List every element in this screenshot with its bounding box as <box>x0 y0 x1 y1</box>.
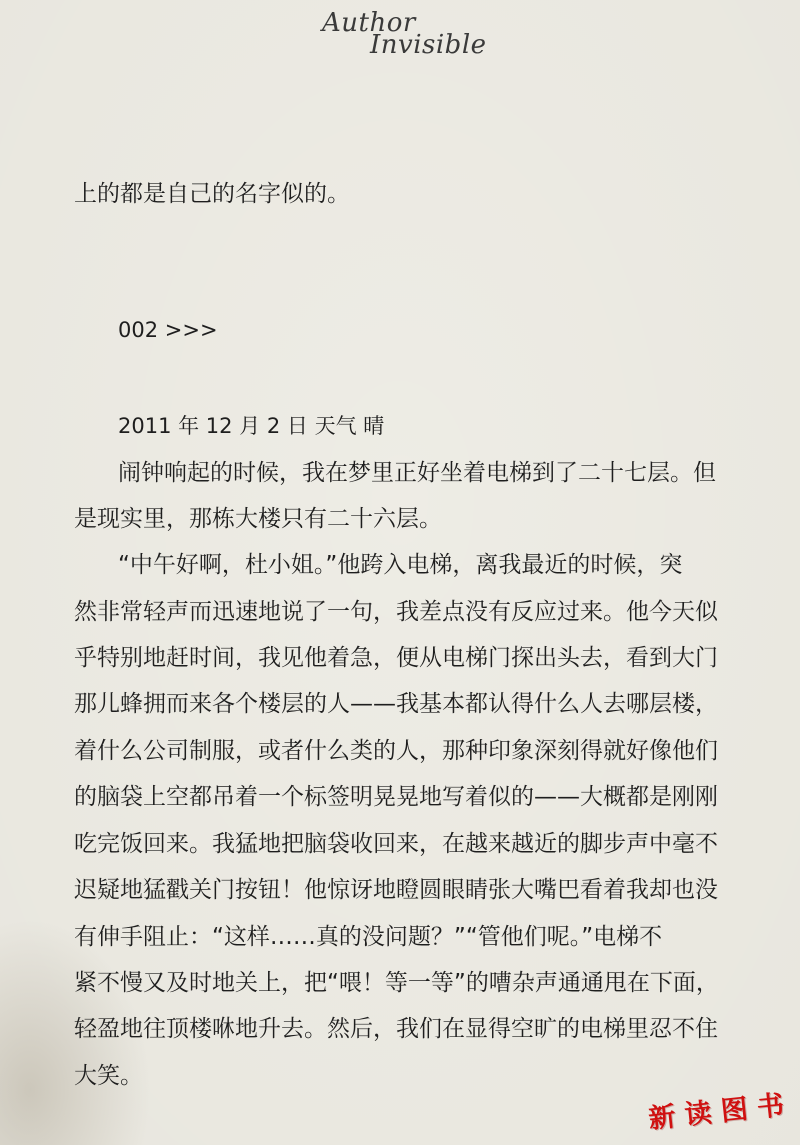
body-line-12: 有伸手阻止：“这样……真的没问题？”“管他们呢。”电梯不 <box>74 924 663 950</box>
body-line-5: 然非常轻声而迅速地说了一句，我差点没有反应过来。他今天似 <box>74 599 718 625</box>
header-author: Author <box>322 8 416 38</box>
body-line-13: 紧不慢又及时地关上，把“喂！等一等”的嘈杂声通通甩在下面， <box>74 970 719 996</box>
body-line-4: “中午好啊，杜小姐。”他跨入电梯，离我最近的时候，突 <box>118 552 683 578</box>
body-line-1: 上的都是自己的名字似的。 <box>74 181 350 207</box>
stamp-char: 新 <box>647 1100 678 1135</box>
running-header <box>322 8 492 64</box>
entry-number: 002 >>> <box>118 318 218 342</box>
body-line-2: 闹钟响起的时候，我在梦里正好坐着电梯到了二十七层。但 <box>118 460 716 486</box>
body-line-6: 乎特别地赶时间，我见他着急，便从电梯门探出头去，看到大门 <box>74 645 718 671</box>
body-line-3: 是现实里，那栋大楼只有二十六层。 <box>74 506 442 532</box>
entry-date: 2011 年 12 月 2 日 天气 晴 <box>118 414 385 438</box>
stamp-char: 读 <box>683 1097 714 1131</box>
body-line-8: 着什么公司制服，或者什么类的人，那种印象深刻得就好像他们 <box>74 738 718 764</box>
header-invisible: Invisible <box>370 30 487 60</box>
stamp-char: 图 <box>719 1093 750 1127</box>
body-line-11: 迟疑地猛戳关门按钮！他惊讶地瞪圆眼睛张大嘴巴看着我却也没 <box>74 877 718 903</box>
body-line-15: 大笑。 <box>74 1063 143 1089</box>
body-line-7: 那儿蜂拥而来各个楼层的人——我基本都认得什么人去哪层楼， <box>74 691 718 717</box>
body-line-14: 轻盈地往顶楼咻地升去。然后，我们在显得空旷的电梯里忍不住 <box>74 1016 718 1042</box>
body-line-10: 吃完饭回来。我猛地把脑袋收回来，在越来越近的脚步声中毫不 <box>74 831 718 857</box>
body-line-9: 的脑袋上空都吊着一个标签明晃晃地写着似的——大概都是刚刚 <box>74 784 718 810</box>
stamp-char: 书 <box>755 1089 786 1124</box>
